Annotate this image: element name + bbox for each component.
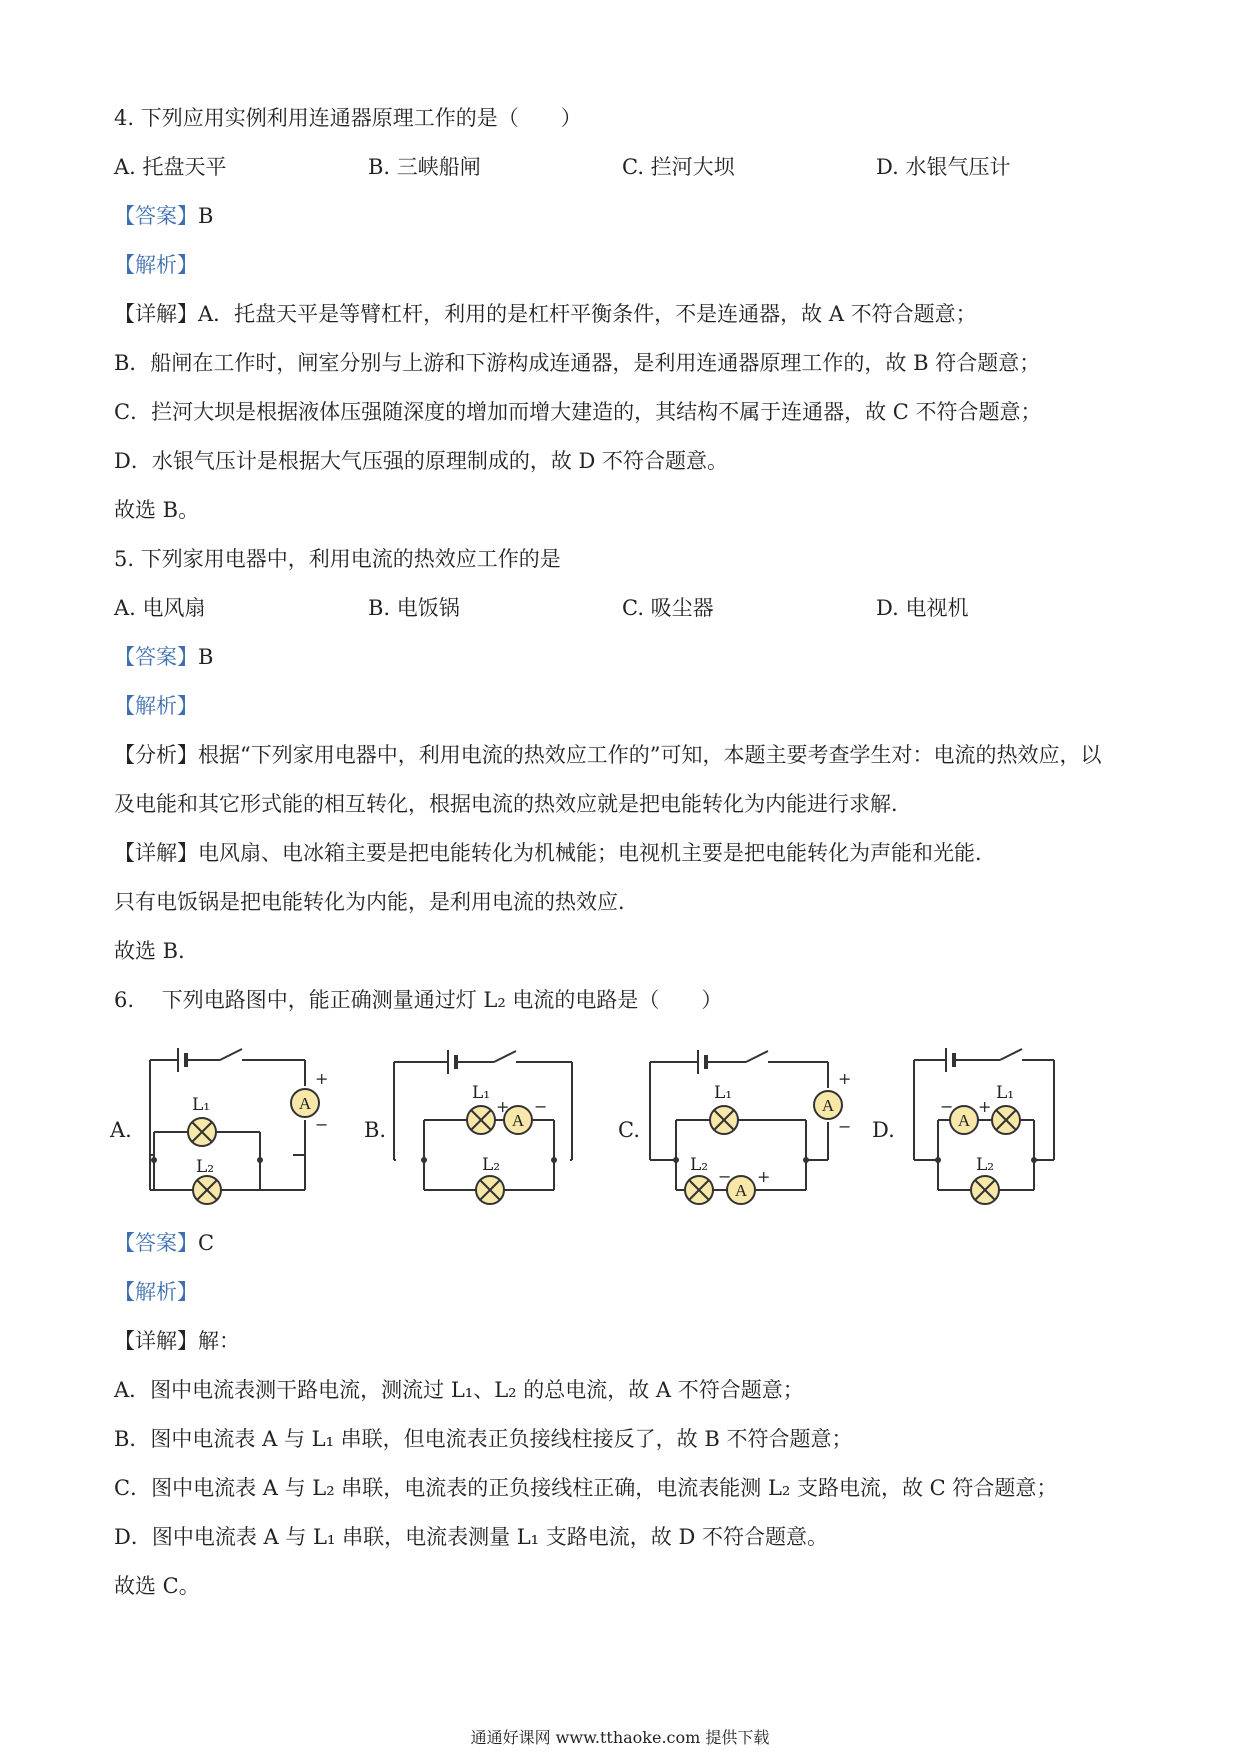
circuit-b-lamp-l1 xyxy=(467,1106,495,1134)
q5-options xyxy=(114,593,1114,623)
q4-detail-a-line xyxy=(114,299,977,329)
q5-detail-tag: 【详解】 xyxy=(114,841,198,865)
circuit-b xyxy=(364,1040,604,1230)
circuit-d-diagram xyxy=(872,1040,1112,1230)
circuit-a-junction-left xyxy=(151,1157,157,1163)
q5-answer-line xyxy=(114,642,213,672)
q6-circuit-diagrams xyxy=(110,1040,1110,1230)
q6-detail-c: C．图中电流表 A 与 L₂ 串联，电流表的正负接线柱正确，电流表能测 L₂ 支路电流，故 C 符合题意； xyxy=(114,1476,1058,1500)
circuit-b-ammeter-label: A xyxy=(511,1111,525,1130)
q4-conclusion: 故选 B。 xyxy=(114,498,200,522)
circuit-d-l1-label: L₁ xyxy=(996,1083,1015,1103)
circuit-c-branch-minus: − xyxy=(718,1167,732,1186)
circuit-d-junction-left xyxy=(935,1157,941,1163)
q4-option-a: A. 托盘天平 xyxy=(114,155,227,179)
q4-detail-tag: 【详解】 xyxy=(114,302,198,326)
q4-options xyxy=(114,152,1114,182)
circuit-b-junction-left xyxy=(421,1157,427,1163)
q4-detail-c: C．拦河大坝是根据液体压强随深度的增加而增大建造的，其结构不属于连通器，故 C 不符合题意； xyxy=(114,400,1042,424)
circuit-c-main-plus: + xyxy=(838,1069,852,1088)
circuit-c-label: C. xyxy=(618,1118,640,1142)
q5-answer: B xyxy=(198,645,214,669)
circuit-d-lamp-l1 xyxy=(992,1106,1020,1134)
circuit-c-junction-right xyxy=(803,1157,809,1163)
circuit-c-lamp-l2 xyxy=(685,1176,713,1204)
circuit-c xyxy=(618,1040,858,1230)
q6-analysis-tag: 【解析】 xyxy=(114,1280,198,1304)
circuit-c-branch-plus: + xyxy=(757,1167,771,1186)
circuit-c-l2-label: L₂ xyxy=(690,1155,709,1175)
circuit-c-lamp-l1 xyxy=(710,1106,738,1134)
q4-answer: B xyxy=(198,204,214,228)
q4-stem: 4. 下列应用实例利用连通器原理工作的是（ ） xyxy=(114,106,582,130)
circuit-a-diagram xyxy=(110,1040,350,1230)
circuit-c-main-minus: − xyxy=(838,1117,852,1136)
circuit-c-main-ammeter-label: A xyxy=(821,1096,835,1115)
q5-analysis-tag: 【解析】 xyxy=(114,694,198,718)
circuit-c-l1-label: L₁ xyxy=(714,1083,733,1103)
q4-answer-line xyxy=(114,201,213,231)
circuit-c-diagram xyxy=(618,1040,858,1230)
q5-fenxi-line-1 xyxy=(114,740,1101,770)
q5-answer-tag: 【答案】 xyxy=(114,645,198,669)
q5-detail-1: 电风扇、电冰箱主要是把电能转化为机械能；电视机主要是把电能转化为声能和光能． xyxy=(198,841,996,865)
q5-option-a: A. 电风扇 xyxy=(114,596,206,620)
circuit-a xyxy=(110,1040,350,1230)
q5-fenxi-1: 根据“下列家用电器中，利用电流的热效应工作的”可知，本题主要考查学生对：电流的热效应，以 xyxy=(198,743,1102,767)
q6-detail-d: D．图中电流表 A 与 L₁ 串联，电流表测量 L₁ 支路电流，故 D 不符合题意。 xyxy=(114,1525,828,1549)
q6-answer-tag: 【答案】 xyxy=(114,1231,198,1255)
q6-stem: 6. 下列电路图中，能正确测量通过灯 L₂ 电流的电路是（ ） xyxy=(114,988,723,1012)
page-footer: 通通好课网 www.tthaoke.com 提供下载 xyxy=(470,1728,770,1747)
q5-conclusion: 故选 B． xyxy=(114,939,200,963)
q4-option-d: D. 水银气压计 xyxy=(876,155,1011,179)
q5-stem: 5. 下列家用电器中，利用电流的热效应工作的是 xyxy=(114,547,561,571)
circuit-a-lamp-l2 xyxy=(193,1176,221,1204)
q5-option-b: B. 电饭锅 xyxy=(368,596,460,620)
q4-detail-b: B．船闸在工作时，闸室分别与上游和下游构成连通器，是利用连通器原理工作的，故 B 符合题意； xyxy=(114,351,1041,375)
circuit-b-lamp-l2 xyxy=(476,1176,504,1204)
circuit-c-branch-ammeter-label: A xyxy=(734,1181,748,1200)
circuit-d-minus: − xyxy=(940,1097,954,1116)
q6-answer-line xyxy=(114,1228,214,1258)
q4-detail-d: D．水银气压计是根据大气压强的原理制成的，故 D 不符合题意。 xyxy=(114,449,729,473)
circuit-a-plus: + xyxy=(315,1069,329,1088)
q4-option-c: C. 拦河大坝 xyxy=(622,155,735,179)
q4-detail-a: A．托盘天平是等臂杠杆，利用的是杠杆平衡条件，不是连通器，故 A 不符合题意； xyxy=(198,302,977,326)
q5-detail-line-1 xyxy=(114,838,996,868)
circuit-d-lamp-l2 xyxy=(971,1176,999,1204)
q5-fenxi-2: 及电能和其它形式能的相互转化，根据电流的热效应就是把电能转化为内能进行求解． xyxy=(114,792,912,816)
circuit-d-junction-right xyxy=(1031,1157,1037,1163)
q5-detail-2: 只有电饭锅是把电能转化为内能，是利用电流的热效应． xyxy=(114,890,639,914)
circuit-c-junction-left xyxy=(673,1157,679,1163)
circuit-a-junction-right xyxy=(257,1157,263,1163)
circuit-b-label: B. xyxy=(364,1118,387,1142)
circuit-b-l2-label: L₂ xyxy=(482,1155,501,1175)
circuit-d-plus: + xyxy=(978,1097,992,1116)
circuit-b-junction-right xyxy=(551,1157,557,1163)
q6-detail-a: A．图中电流表测干路电流，测流过 L₁、L₂ 的总电流，故 A 不符合题意； xyxy=(114,1378,804,1402)
q6-answer: C xyxy=(198,1231,215,1255)
circuit-a-label: A. xyxy=(110,1118,132,1142)
q6-detail-tag: 【详解】 xyxy=(114,1329,198,1353)
circuit-b-minus: − xyxy=(534,1097,548,1116)
q6-detail-b: B．图中电流表 A 与 L₁ 串联，但电流表正负接线柱接反了，故 B 不符合题意； xyxy=(114,1427,853,1451)
q5-option-d: D. 电视机 xyxy=(876,596,969,620)
circuit-a-minus: − xyxy=(315,1115,329,1134)
circuit-d xyxy=(872,1040,1112,1230)
q5-option-c: C. 吸尘器 xyxy=(622,596,714,620)
q6-detail-intro: 解： xyxy=(198,1329,240,1353)
q4-option-b: B. 三峡船闸 xyxy=(368,155,481,179)
circuit-d-ammeter-label: A xyxy=(957,1111,971,1130)
q4-answer-tag: 【答案】 xyxy=(114,204,198,228)
circuit-b-plus: + xyxy=(496,1097,510,1116)
circuit-b-diagram xyxy=(364,1040,604,1230)
q5-fenxi-tag: 【分析】 xyxy=(114,743,198,767)
q4-analysis-tag: 【解析】 xyxy=(114,253,198,277)
circuit-a-l2-label: L₂ xyxy=(196,1157,215,1177)
circuit-a-l1-label: L₁ xyxy=(192,1095,211,1115)
q6-conclusion: 故选 C。 xyxy=(114,1574,200,1598)
circuit-a-ammeter-label: A xyxy=(298,1094,312,1113)
circuit-d-label: D. xyxy=(872,1118,895,1142)
circuit-a-lamp-l1 xyxy=(188,1118,216,1146)
q6-detail-line xyxy=(114,1326,240,1356)
circuit-b-l1-label: L₁ xyxy=(472,1083,491,1103)
circuit-d-l2-label: L₂ xyxy=(976,1155,995,1175)
